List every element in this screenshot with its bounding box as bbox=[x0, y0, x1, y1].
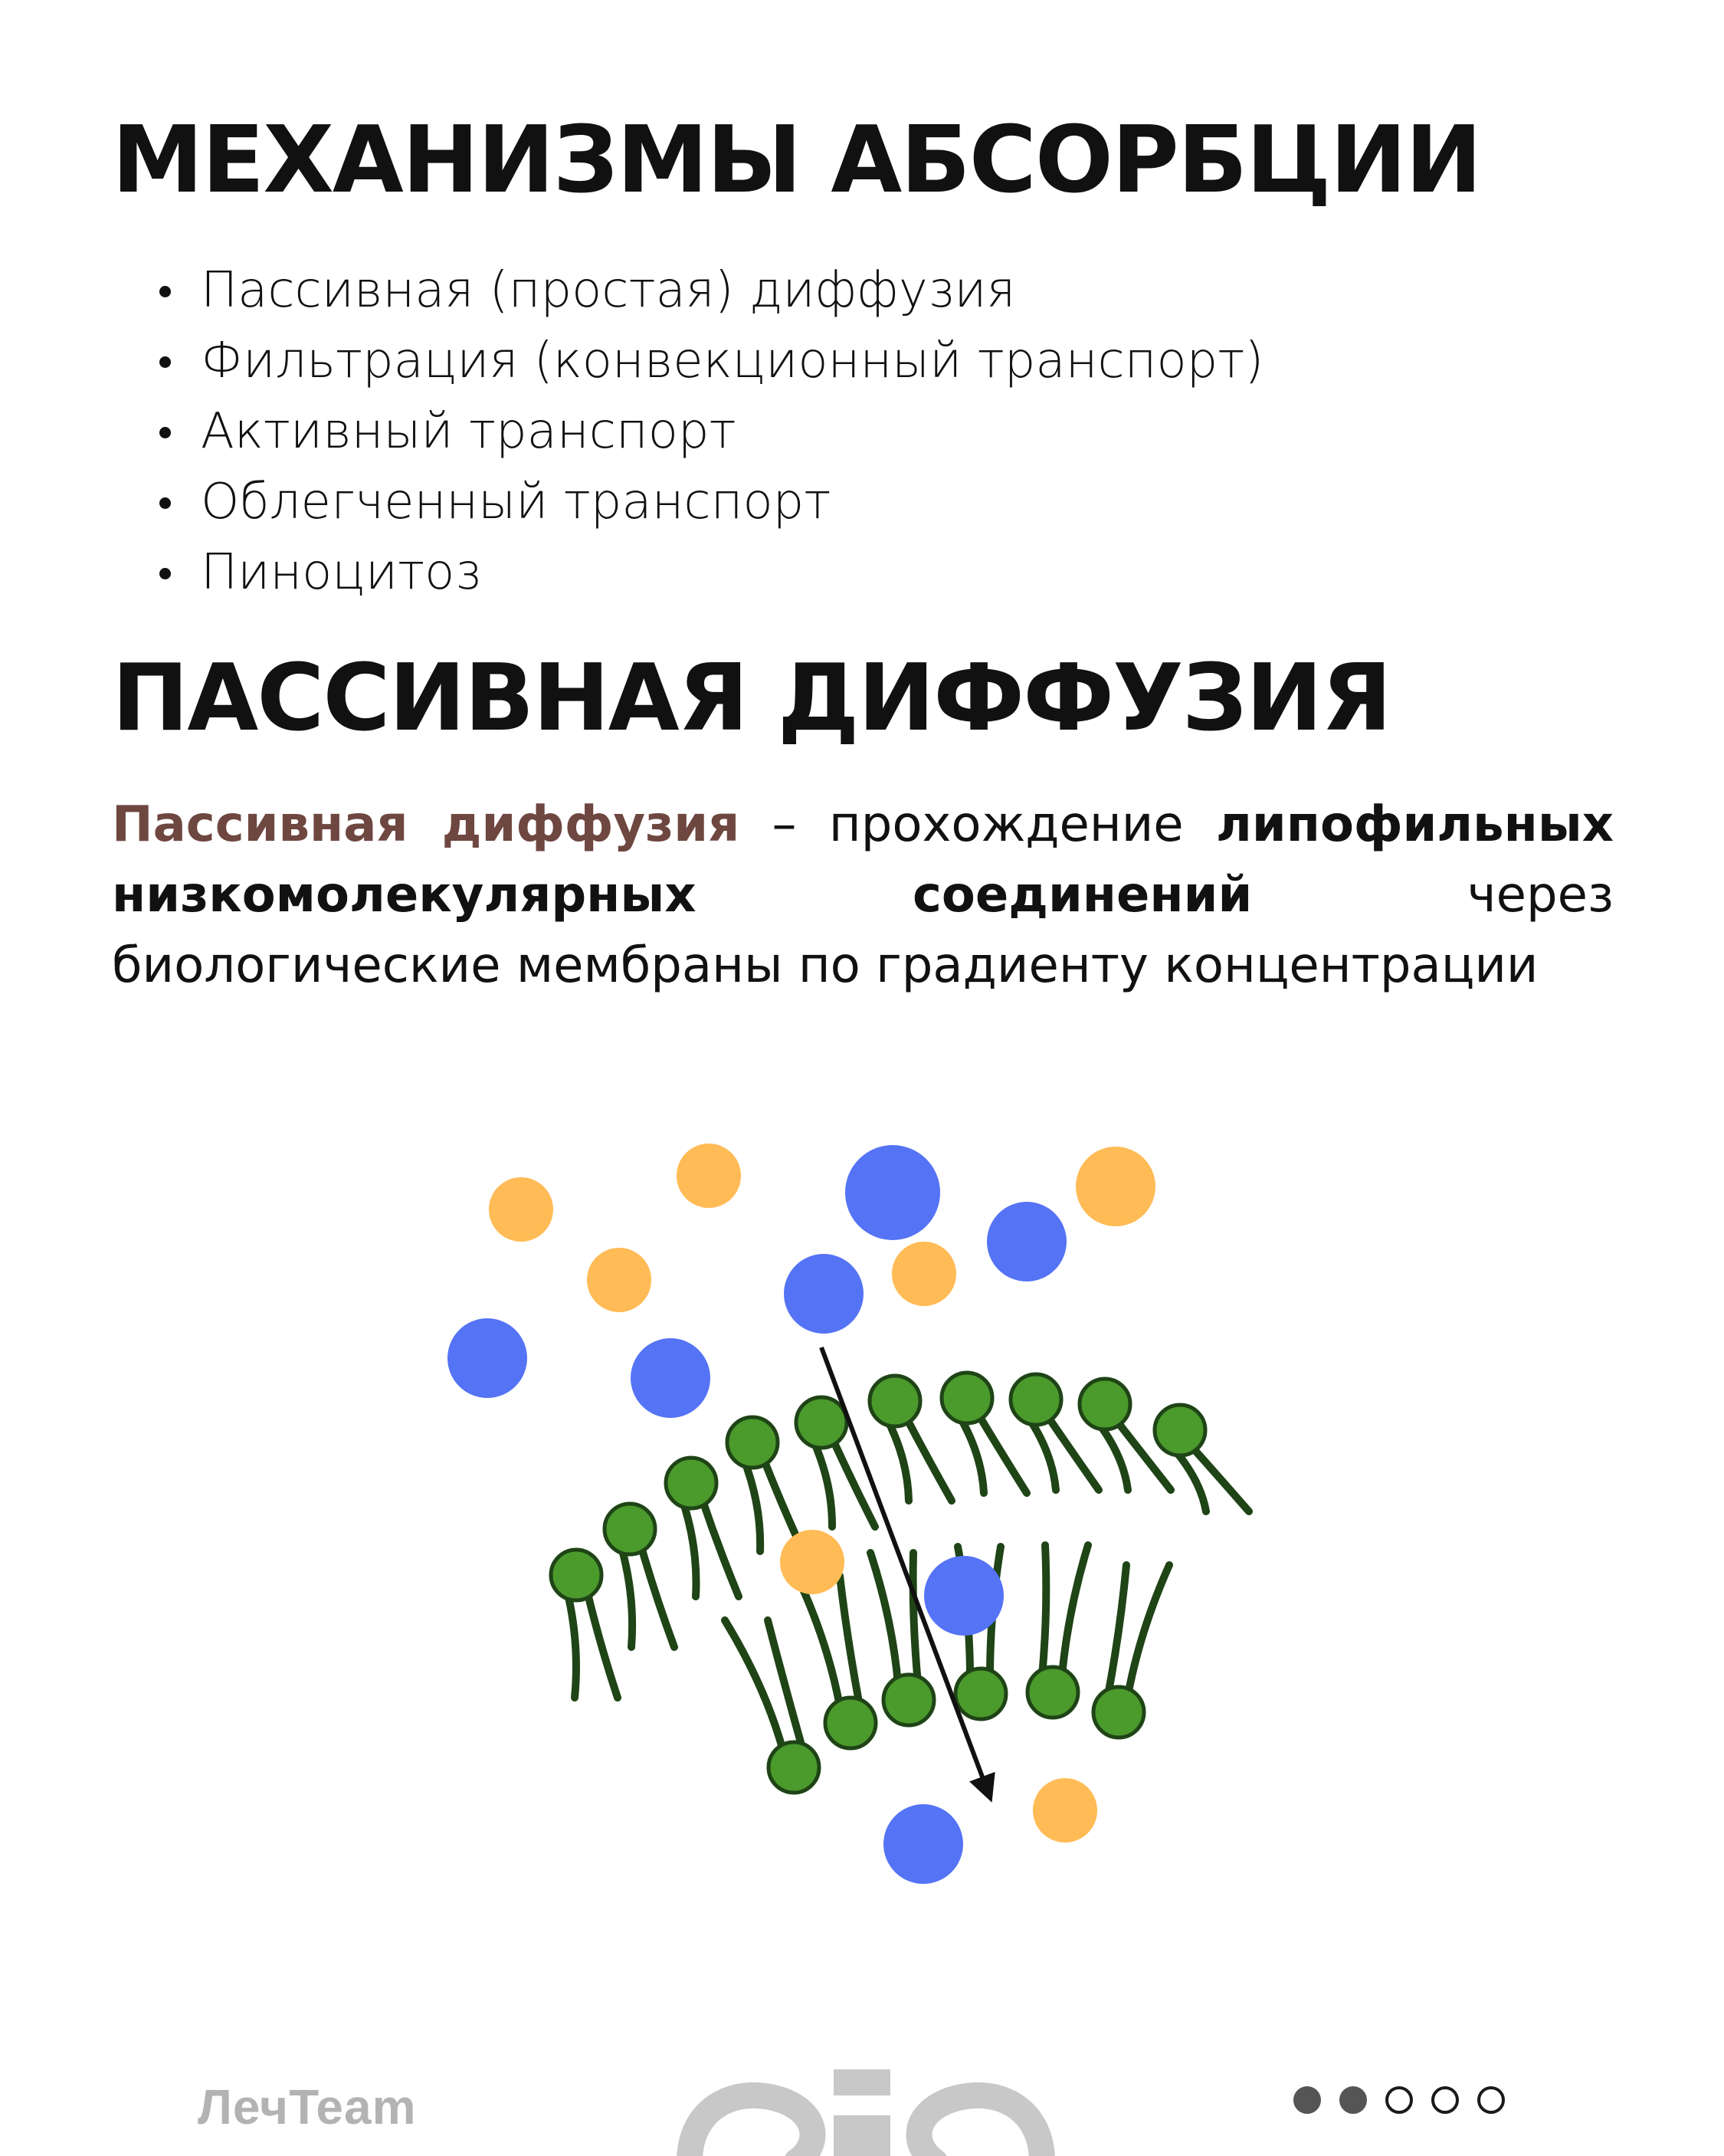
bullet-icon bbox=[159, 356, 171, 368]
bullet-icon bbox=[159, 497, 171, 509]
membrane-diffusion-diagram bbox=[0, 1073, 1724, 1939]
page-dot[interactable] bbox=[1339, 2086, 1367, 2114]
definition-dash: – прохождение bbox=[739, 796, 1217, 853]
lipid-molecule bbox=[551, 1550, 618, 1698]
list-item-label: Облегченный транспорт bbox=[201, 474, 831, 530]
lipid-molecule bbox=[870, 1553, 934, 1725]
list-item bbox=[153, 255, 1264, 326]
lipid-molecule bbox=[727, 1417, 803, 1551]
lipid-molecule bbox=[1155, 1405, 1249, 1511]
page-title: МЕХАНИЗМЫ АБСОРБЦИИ bbox=[112, 107, 1481, 214]
lipid-molecule bbox=[797, 1576, 876, 1748]
lipid-molecule bbox=[605, 1504, 674, 1647]
molecule-orange bbox=[892, 1242, 956, 1306]
definition-rest: через биологические мембраны по градиенту концентрации bbox=[112, 867, 1614, 994]
page-dot[interactable] bbox=[1431, 2086, 1459, 2114]
molecule-blue bbox=[845, 1145, 940, 1240]
definition-paragraph bbox=[112, 789, 1614, 1001]
molecule-orange bbox=[1076, 1147, 1155, 1226]
list-item-label: Пиноцитоз bbox=[201, 544, 481, 601]
mechanisms-list bbox=[153, 255, 1264, 608]
molecule-orange bbox=[677, 1144, 741, 1208]
molecule-blue bbox=[987, 1202, 1067, 1281]
emblem-logo bbox=[644, 2054, 1080, 2156]
definition-bold: липофильных низкомолекулярных соединений bbox=[112, 796, 1614, 924]
lipid-molecule bbox=[1028, 1545, 1088, 1718]
molecule-blue bbox=[924, 1556, 1004, 1636]
page-dot[interactable] bbox=[1385, 2086, 1413, 2114]
bullet-icon bbox=[159, 427, 171, 438]
page-indicator bbox=[1293, 2086, 1505, 2114]
list-item-label: Фильтрация (конвекционный транспорт) bbox=[201, 333, 1264, 389]
lipid-bilayer bbox=[551, 1373, 1249, 1793]
molecule-orange bbox=[780, 1530, 844, 1594]
lipid-molecule bbox=[725, 1620, 819, 1793]
bullet-icon bbox=[159, 286, 171, 297]
lipid-molecule bbox=[1093, 1565, 1169, 1738]
molecule-blue bbox=[784, 1254, 864, 1334]
list-item-label: Активный транспорт bbox=[201, 403, 736, 460]
bullet-icon bbox=[159, 568, 171, 579]
list-item bbox=[153, 467, 1264, 537]
lipid-molecule bbox=[870, 1376, 952, 1501]
page-dot[interactable] bbox=[1293, 2086, 1321, 2114]
molecule-orange bbox=[587, 1248, 651, 1312]
list-item-label: Пассивная (простая) диффузия bbox=[201, 262, 1016, 319]
molecule-orange bbox=[1033, 1778, 1097, 1843]
list-item bbox=[153, 537, 1264, 608]
molecule-blue bbox=[631, 1338, 710, 1418]
list-item bbox=[153, 396, 1264, 467]
page-dot[interactable] bbox=[1477, 2086, 1505, 2114]
molecule-orange bbox=[489, 1177, 553, 1242]
brand-logo: ЛечTeam bbox=[198, 2079, 417, 2135]
list-item bbox=[153, 326, 1264, 396]
section-title: ПАССИВНАЯ ДИФФУЗИЯ bbox=[112, 645, 1391, 752]
molecule-blue bbox=[447, 1318, 527, 1398]
definition-term: Пассивная диффузия bbox=[112, 796, 740, 853]
molecule-blue bbox=[883, 1804, 963, 1884]
lipid-molecule bbox=[666, 1458, 739, 1596]
